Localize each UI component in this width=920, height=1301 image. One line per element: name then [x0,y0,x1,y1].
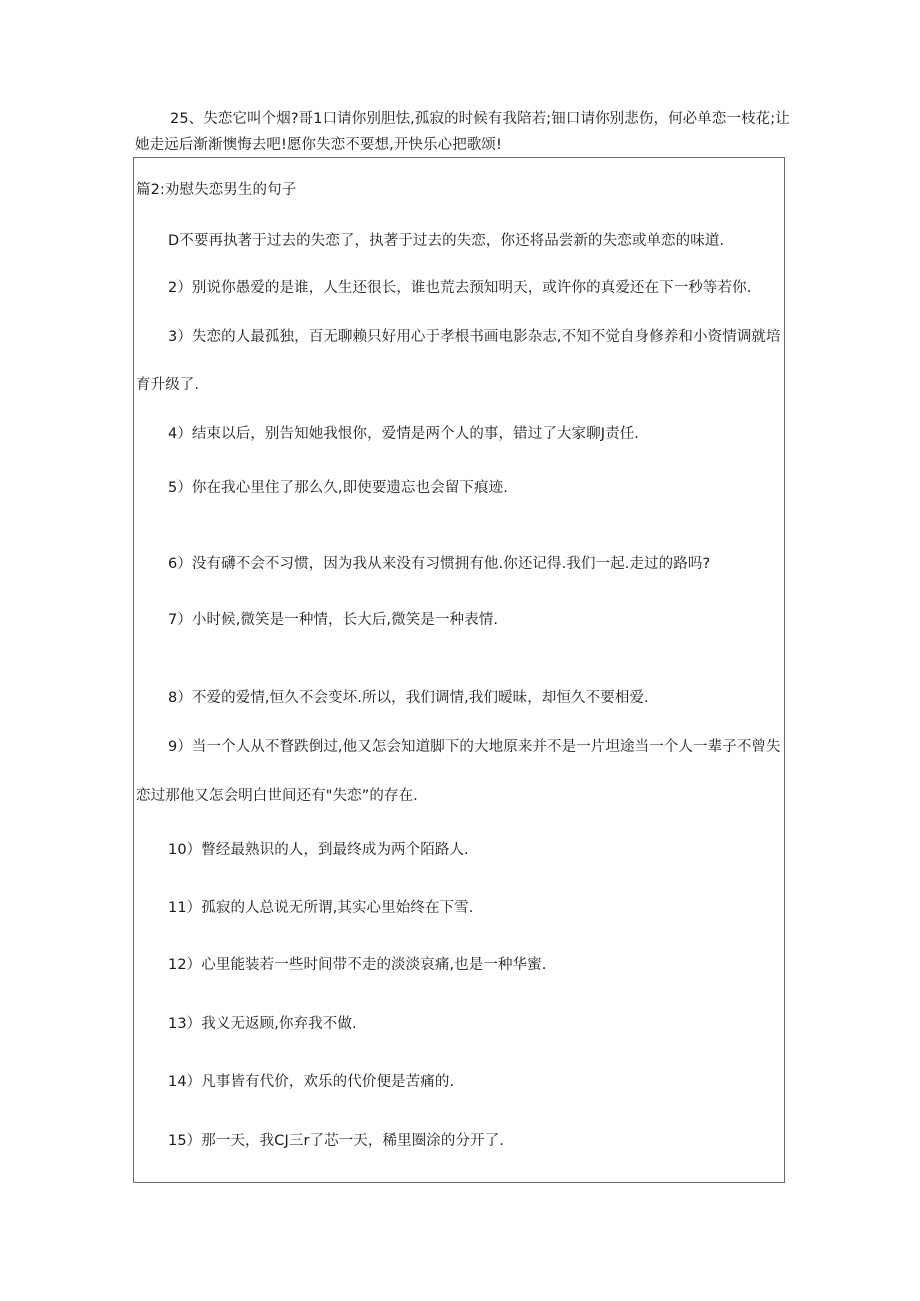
list-item: 3）失恋的人最孤独，百无聊赖只好用心于孝根书画电影杂志,不知不觉自身修养和小资情调就培 [168,329,781,345]
list-item: 9）当一个人从不瞀跌倒过,他又怎会知道脚下的大地原来并不是一片坦途当一个人一辈子不曾失 [168,739,781,755]
intro-line-2: 她走远后渐渐懊悔去吧!愿你失恋不要想,开快乐心把歌颂! [135,137,502,153]
list-item: 7）小时候,微笑是一种情，长大后,微笑是一种表情. [168,612,499,628]
list-item: 2）别说你愚爱的是谁，人生还很长，谁也荒去预知明天，或许你的真爱还在下一秒等若你. [168,280,752,296]
list-item: 4）结束以后，别告知她我恨你，爱情是两个人的事，错过了大家聊J责任. [168,426,640,442]
list-item: D不要再执著于过去的失恋了，执著于过去的失恋，你还将品尝新的失恋或单恋的味道. [168,233,725,249]
list-item-continuation: 育升级了. [136,377,200,393]
section-title: 篇2:劝慰失恋男生的句子 [136,182,297,198]
list-item: 12）心里能装若一些时间带不走的淡淡哀痛,也是一种华蜜. [168,957,547,973]
list-item: 10）瞥经最熟识的人，到最终成为两个陌路人. [168,842,469,858]
list-item-continuation: 恋过那他又怎会明白世间还有"失恋”的存在. [136,788,418,804]
list-item: 15）那一天，我CJ三r了芯一天，稀里圈涂的分开了. [168,1133,505,1149]
list-item: 11）孤寂的人总说无所谓,其实心里始终在下雪. [168,900,474,916]
list-item: 8）不爱的爱情,恒久不会变坏.所以，我们调情,我们暧昧，却恒久不要相爱. [168,690,649,706]
list-item: 13）我义无返顾,你弃我不做. [168,1016,357,1032]
list-item: 6）没有礴不会不习惯，因为我从来没有习惯拥有他.你还记得.我们一起.走过的路吗? [168,556,711,572]
list-item: 5）你在我心里住了那么久,即使要遗忘也会留下痕迹. [168,480,508,496]
list-item: 14）凡事皆有代价，欢乐的代价便是苦痛的. [168,1074,455,1090]
intro-line-1: 25、失恋它叫个烟?哥1口请你别胆怯,孤寂的时候有我陪若;钿口请你别悲伤，何必单恋一枝花;让 [170,111,790,127]
